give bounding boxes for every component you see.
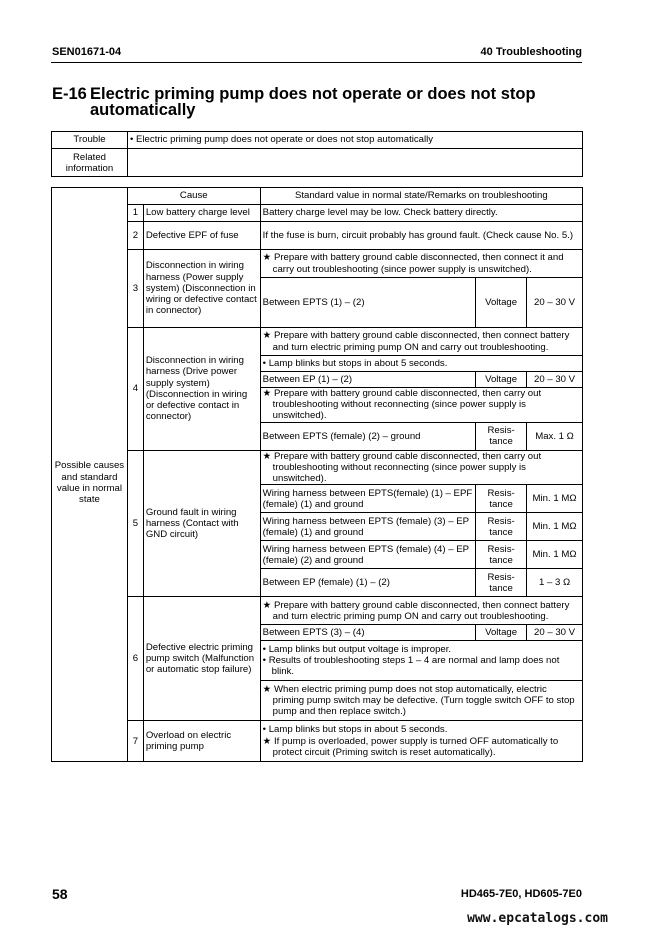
check-item: Between EPTS (1) – (2) xyxy=(260,278,475,328)
cause-text: Disconnection in wiring harness (Power supply system) (Disconnection in wiring or defective contact in connector) xyxy=(143,250,260,328)
remark-bullets: • Lamp blinks but output voltage is improper. • Results of troubleshooting steps 1 – 4 are normal and lamp does not blink. xyxy=(260,641,582,681)
cause-no: 3 xyxy=(127,250,143,328)
doc-code: SEN01671-04 xyxy=(52,46,122,58)
cause-no: 4 xyxy=(127,328,143,451)
header-rule xyxy=(51,62,582,63)
watermark-url: www.epcatalogs.com xyxy=(467,911,608,926)
check-item: Between EPTS (3) – (4) xyxy=(260,625,475,641)
cause-table xyxy=(51,187,583,762)
check-value: Max. 1 Ω xyxy=(527,422,583,450)
trouble-label: Trouble xyxy=(52,132,128,149)
trouble-table xyxy=(51,131,583,177)
cause-text: Defective electric priming pump switch (Malfunction or automatic stop failure) xyxy=(143,597,260,721)
cause-text: Overload on electric priming pump xyxy=(143,721,260,762)
check-value: Min. 1 MΩ xyxy=(527,513,583,541)
col-standard-header: Standard value in normal state/Remarks on troubleshooting xyxy=(260,188,582,205)
check-kind: Voltage xyxy=(476,372,527,388)
check-value: 1 – 3 Ω xyxy=(527,569,583,597)
remark: Battery charge level may be low. Check battery directly. xyxy=(260,205,582,222)
section-title: 40 Troubleshooting xyxy=(480,46,582,58)
cause-no: 1 xyxy=(127,205,143,222)
cause-text: Disconnection in wiring harness (Drive power supply system) (Disconnection in wiring or defective contact in connector) xyxy=(143,328,260,451)
col-cause-header: Cause xyxy=(127,188,260,205)
check-kind: Resis- tance xyxy=(476,422,527,450)
remark-note: ★ When electric priming pump does not stop automatically, electric priming pump switch may be defective. (Turn toggle switch OFF to stop pump and then replace switch.) xyxy=(260,681,582,721)
remark-note: ★ Prepare with battery ground cable disconnected, then connect it and carry out troubleshooting (since power supply is unswitched). xyxy=(260,250,582,278)
check-value: 20 – 30 V xyxy=(527,372,583,388)
side-blank xyxy=(52,188,128,205)
page-number: 58 xyxy=(52,886,68,902)
cause-text: Low battery charge level xyxy=(143,205,260,222)
check-kind: Resis- tance xyxy=(476,541,527,569)
remark-note: ★ Prepare with battery ground cable disconnected, then connect battery and turn electric priming pump ON and carry out troubleshooting. xyxy=(260,328,582,356)
remark-bullet: • Lamp blinks but stops in about 5 seconds. xyxy=(260,356,582,372)
cause-text: Defective EPF of fuse xyxy=(143,222,260,250)
cause-no: 2 xyxy=(127,222,143,250)
cause-no: 5 xyxy=(127,450,143,597)
remark-bullets: • Lamp blinks but stops in about 5 seconds. ★ If pump is overloaded, power supply is turned OFF automatically to protect circuit (Priming switch is reset automatically). xyxy=(260,721,582,762)
title-code: E-16 xyxy=(52,85,87,103)
check-item: Wiring harness between EPTS(female) (1) – EPF (female) (1) and ground xyxy=(260,485,475,513)
cause-no: 6 xyxy=(127,597,143,721)
check-kind: Resis- tance xyxy=(476,569,527,597)
check-kind: Resis- tance xyxy=(476,513,527,541)
title-line1: Electric priming pump does not operate or does not stop xyxy=(90,85,536,103)
check-item: Between EPTS (female) (2) – ground xyxy=(260,422,475,450)
remark-note: ★ Prepare with battery ground cable disconnected, then connect battery and turn electric priming pump ON and carry out troubleshooting. xyxy=(260,597,582,625)
check-kind: Voltage xyxy=(476,625,527,641)
page-title xyxy=(52,86,582,118)
check-item: Between EP (female) (1) – (2) xyxy=(260,569,475,597)
remark: If the fuse is burn, circuit probably has ground fault. (Check cause No. 5.) xyxy=(260,222,582,250)
trouble-text: • Electric priming pump does not operate or does not stop automatically xyxy=(128,132,583,149)
model-number: HD465-7E0, HD605-7E0 xyxy=(460,888,582,900)
check-kind: Resis- tance xyxy=(476,485,527,513)
check-kind: Voltage xyxy=(476,278,527,328)
check-item: Wiring harness between EPTS (female) (4) – EP (female) (2) and ground xyxy=(260,541,475,569)
cause-no: 7 xyxy=(127,721,143,762)
related-text xyxy=(128,149,583,177)
check-value: Min. 1 MΩ xyxy=(527,485,583,513)
check-value: Min. 1 MΩ xyxy=(527,541,583,569)
check-value: 20 – 30 V xyxy=(527,625,583,641)
related-label: Related information xyxy=(52,149,128,177)
check-item: Wiring harness between EPTS (female) (3) – EP (female) (1) and ground xyxy=(260,513,475,541)
remark-note: ★ Prepare with battery ground cable disconnected, then carry out troubleshooting without reconnecting (since power supply is unswitched). xyxy=(260,450,582,485)
title-line2: automatically xyxy=(90,101,196,119)
side-label: Possible causes and standard value in normal state xyxy=(52,205,128,762)
remark-note: ★ Prepare with battery ground cable disconnected, then carry out troubleshooting without reconnecting (since power supply is unswitched). xyxy=(260,388,582,423)
cause-text: Ground fault in wiring harness (Contact with GND circuit) xyxy=(143,450,260,597)
check-value: 20 – 30 V xyxy=(527,278,583,328)
check-item: Between EP (1) – (2) xyxy=(260,372,475,388)
